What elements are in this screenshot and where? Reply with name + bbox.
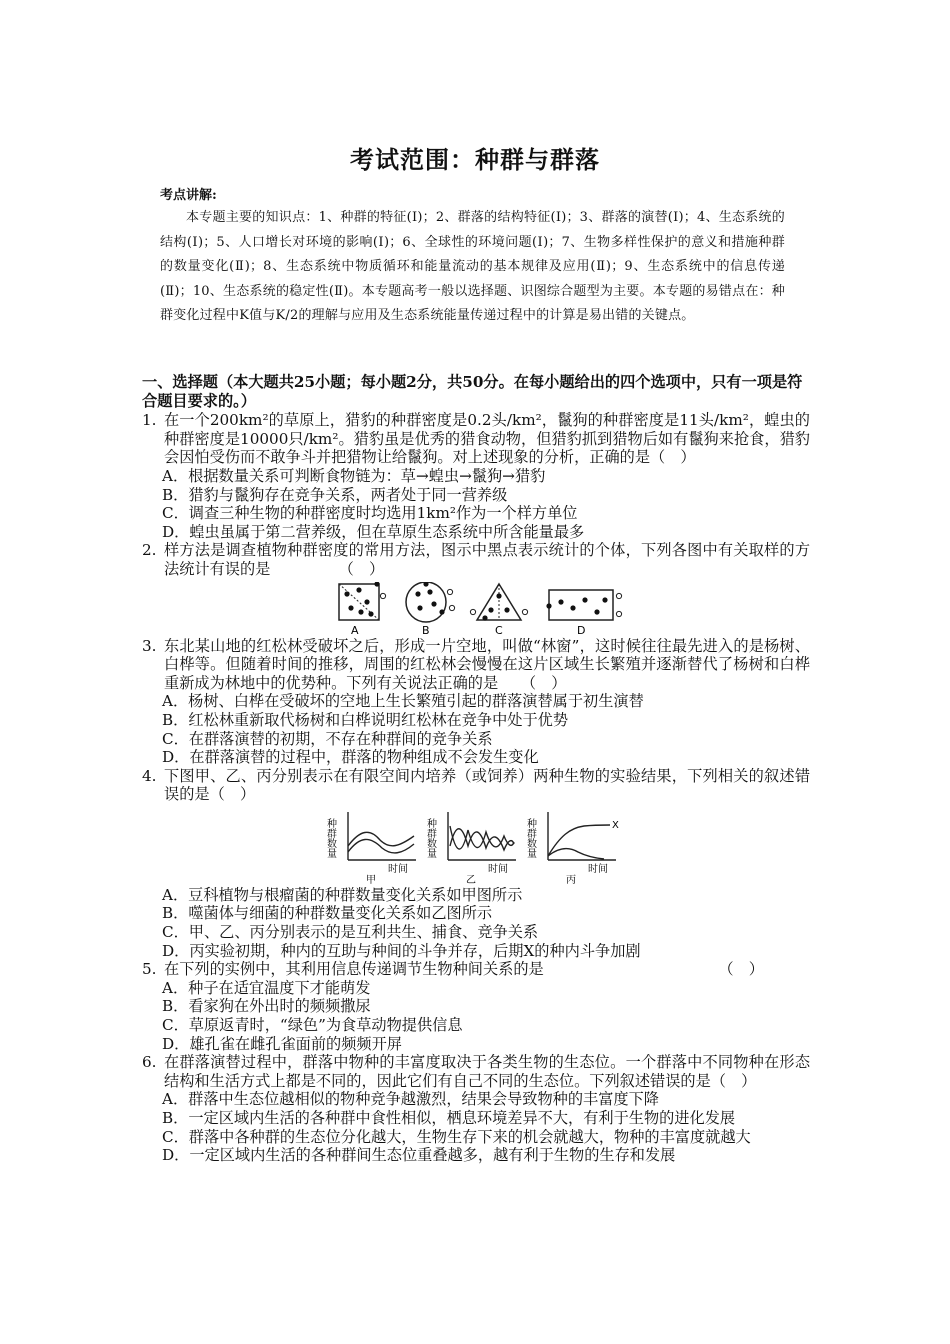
question-1 xyxy=(142,411,810,467)
option: A．种子在适宜温度下才能萌发 xyxy=(162,978,371,997)
question-text: 在下列的实例中，其利用信息传递调节生物种间关系的是 （ ） xyxy=(164,960,764,979)
question-text: 在群落演替过程中，群落中物种的丰富度取决于各类生物的生态位。一个群落中不同物种在形态结构和生活方式上都是不同的，因此它们有自己不同的生态位。下列叙述错误的是（ ） xyxy=(164,1053,810,1090)
option: C．草原返青时，“绿色”为食草动物提供信息 xyxy=(162,1016,463,1035)
question-text: 在一个200km²的草原上，猎豹的种群密度是0.2头/km²，鬣狗的种群密度是11头/km²，蝗虫的种群密度是10000只/km²。猎豹虽是优秀的猎食动物，但猎豹抓到猎物后如有鬣狗来抢食，猎豹会因怕受伤而不敢争斗并把猎物让给鬣狗。对上述现象的分析，正确的是（ ） xyxy=(164,411,810,467)
option: D．雄孔雀在雌孔雀面前的频频开屏 xyxy=(162,1034,402,1053)
question-number: 2. xyxy=(142,541,157,560)
figure-label-b: B xyxy=(422,623,430,636)
option: B．猎豹与鬣狗存在竞争关系，两者处于同一营养级 xyxy=(162,485,508,504)
option: D．丙实验初期，种内的互助与种间的斗争并存，后期X的种内斗争加剧 xyxy=(162,941,641,960)
question-text: 样方法是调查植物种群密度的常用方法，图示中黑点表示统计的个体，下列各图中有关取样的方法统计有误的是 （ ） xyxy=(164,541,810,578)
question-2 xyxy=(142,541,810,578)
kaodian-text: 本专题主要的知识点：1、种群的特征(Ⅰ)；2、群落的结构特征(Ⅰ)；3、群落的演替(Ⅰ)；4、生态系统的结构(Ⅰ)；5、人口增长对环境的影响(Ⅰ)；6、全球性的环境问题(Ⅰ)；7、生物多样性保护的意义和措施种群的数量变化(Ⅱ)；8、生态系统中物质循环和能量流动的基本规律及应用(Ⅱ)；9、生态系统中的信息传递(Ⅱ)；10、生态系统的稳定性(Ⅱ)。本专题高考一般以选择题、识图综合题型为主要。本专题的易错点在：种群变化过程中K值与K/2的理解与应用及生态系统能量传递过程中的计算是易出错的关键点。 xyxy=(160,210,785,323)
question-4 xyxy=(142,767,810,804)
ylabel: 种群数量 xyxy=(524,817,536,858)
option: C．调查三种生物的种群密度时均选用1km²作为一个样方单位 xyxy=(162,504,578,523)
sample-triangle-c xyxy=(470,584,527,636)
xlabel: 时间 xyxy=(388,863,408,875)
sample-rectangle-d xyxy=(546,590,621,636)
xlabel: 时间 xyxy=(588,863,608,875)
question-number: 5. xyxy=(142,960,157,979)
figure-label-d: D xyxy=(577,623,586,636)
option: A．豆科植物与根瘤菌的种群数量变化关系如甲图所示 xyxy=(162,885,523,904)
panel-jia xyxy=(325,812,417,886)
question-3 xyxy=(142,637,810,693)
option: C．甲、乙、丙分别表示的是互利共生、捕食、竞争关系 xyxy=(162,923,539,942)
option: C．在群落演替的初期，不存在种群间的竞争关系 xyxy=(162,729,493,748)
question-number: 1. xyxy=(142,411,157,430)
panel-label: 甲 xyxy=(366,874,376,886)
question-6 xyxy=(142,1053,810,1090)
figure-label-c: C xyxy=(495,623,503,636)
option: B．噬菌体与细菌的种群数量变化关系如乙图所示 xyxy=(162,904,493,923)
question-number: 4. xyxy=(142,766,157,785)
panel-label: 丙 xyxy=(566,874,576,886)
question-5 xyxy=(142,960,810,979)
question-text: 东北某山地的红松林受破坏之后，形成一片空地，叫做“林窗”，这时候往往最先进入的是杨树、白桦等。但随着时间的推移，周围的红松林会慢慢在这片区域生长繁殖并逐渐替代了杨树和白桦重新成为林地中的优势种。下列有关说法正确的是 （ ） xyxy=(164,636,810,692)
population-curves xyxy=(142,806,810,886)
panel-yi xyxy=(425,812,517,886)
question-number: 3. xyxy=(142,636,157,655)
question-text: 下图甲、乙、丙分别表示在有限空间内培养（或饲养）两种生物的实验结果，下列相关的叙述错误的是（ ） xyxy=(164,766,810,804)
sampling-diagram xyxy=(142,582,810,636)
section-heading: 一、选择题（本大题共25小题；每小题2分，共50分。在每小题给出的四个选项中，只有一项是符合题目要求的。） xyxy=(142,373,803,410)
sampling-figure xyxy=(142,582,810,634)
question-list xyxy=(142,373,810,1165)
option: B．一定区域内生活的各种群中食性相似，栖息环境差异不大，有利于生物的进化发展 xyxy=(162,1109,736,1127)
panel-label: 乙 xyxy=(466,874,476,886)
option: D．在群落演替的过程中，群落的物种组成不会发生变化 xyxy=(162,748,539,767)
option: D．一定区域内生活的各种群间生态位重叠越多，越有利于生物的生存和发展 xyxy=(162,1146,676,1165)
option: B．看家狗在外出时的频频撒尿 xyxy=(162,997,371,1016)
panel-bing xyxy=(525,812,620,886)
curve-label-x: X xyxy=(612,819,619,831)
option: A．杨树、白桦在受破坏的空地上生长繁殖引起的群落演替属于初生演替 xyxy=(162,692,644,711)
option: B．红松林重新取代杨树和白桦说明红松林在竞争中处于优势 xyxy=(162,710,569,729)
figure-label-a: A xyxy=(351,623,359,636)
ylabel: 种群数量 xyxy=(424,817,436,858)
option: C．群落中各种群的生态位分化越大，生物生存下来的机会就越大，物种的丰富度就越大 xyxy=(162,1127,751,1146)
option: D．蝗虫虽属于第二营养级，但在草原生态系统中所含能量最多 xyxy=(162,522,585,541)
option: A．根据数量关系可判断食物链为：草→蝗虫→鬣狗→猎豹 xyxy=(162,466,546,485)
population-figure xyxy=(142,806,810,884)
page-title: 考试范围：种群与群落 xyxy=(350,145,600,174)
kaodian-label: 考点讲解: xyxy=(160,188,217,203)
xlabel: 时间 xyxy=(488,863,508,875)
question-number: 6. xyxy=(142,1053,157,1072)
sample-circle-b xyxy=(406,582,455,636)
sample-square-a xyxy=(339,582,386,636)
option: A．群落中生态位越相似的物种竞争越激烈，结果会导致物种的丰富度下降 xyxy=(162,1090,659,1109)
ylabel: 种群数量 xyxy=(324,817,336,858)
